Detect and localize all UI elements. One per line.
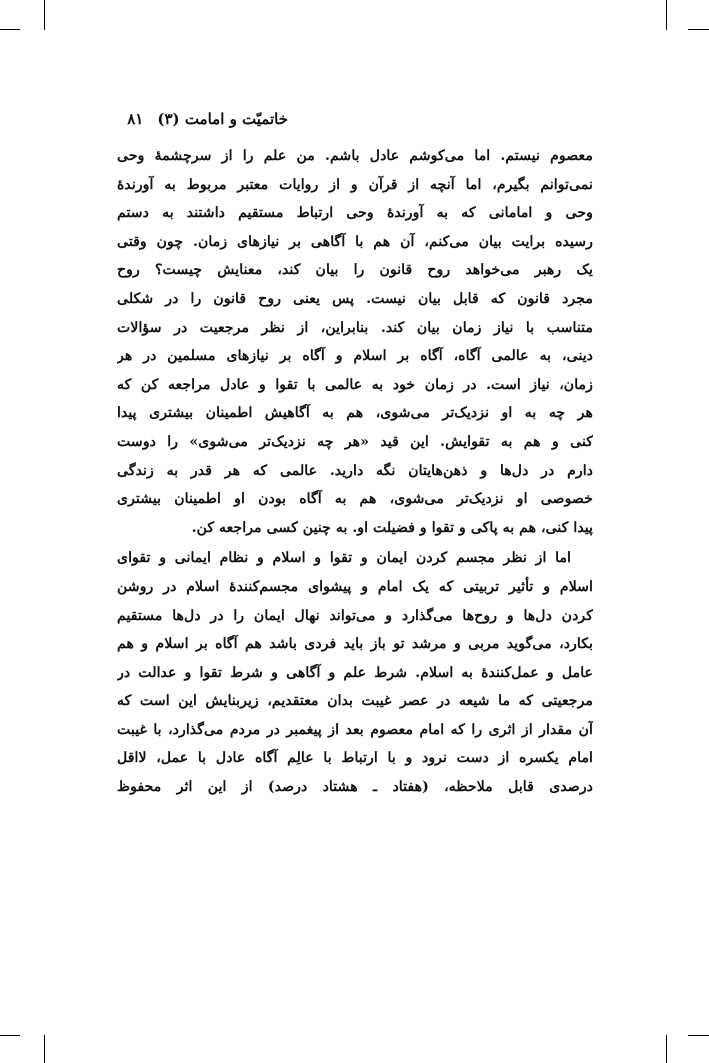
text-line: عامل و عمل‌کنندهٔ به اسلام. شرط علم و آگاهی و شرط تقوا و عدالت در — [117, 664, 593, 681]
text-line: متناسب با نیاز زمان بیان کند. بنابراین، از نظر مرجعیت در سؤالات — [117, 319, 593, 336]
text-line: دارم در دل‌ها و ذهن‌هایتان نگه دارید. عالمی که هر قدر به زندگی — [117, 462, 593, 479]
crop-mark-bottom-right — [666, 1035, 667, 1063]
text-line: اما از نظر مجسم کردن ایمان و تقوا و اسلام و نظام ایمانی و تقوای — [117, 550, 571, 567]
crop-mark-top-left — [44, 0, 45, 30]
text-line: امام یکسره از دست نرود و با ارتباط با عالِم آگاه عادل با عمل، لااقل — [117, 750, 593, 767]
text-line: یک رهبر می‌خواهد روح قانون را بیان کند، معنایش چیست؟ روح — [117, 262, 593, 279]
text-line: رسیده برایت بیان می‌کنم، آن هم با آگاهی بر نیازهای زمان. چون وقتی — [117, 233, 593, 250]
text-line: وحی و امامانی که به آورندهٔ وحی ارتباط مستقیم داشتند به دستم — [117, 205, 593, 222]
text-line: نمی‌توانم بگیرم، اما آنچه از قرآن و از روایات معتبر مربوط به آورندهٔ — [117, 176, 593, 193]
crop-mark-bottom-left — [44, 1035, 45, 1063]
text-line: معصوم نیستم. اما می‌کوشم عادل باشم. من علم را از سرچشمهٔ وحی — [117, 148, 593, 164]
running-title: خاتمیّت و امامت (۳) — [157, 110, 288, 128]
text-line: بکارد، می‌گوید مربی و مرشد تو باز باید فردی باشد هم آگاه بر اسلام و هم — [117, 636, 593, 653]
crop-mark-top-right-h — [688, 29, 709, 30]
text-line: زمان، نیاز است. در زمان خود به عالمی با تقوا و عادل مراجعه کن که — [117, 376, 593, 393]
text-line: خصوصی او نزدیک‌تر می‌شوی، هم به آگاه بودن او اطمینان بیشتری — [117, 491, 593, 508]
text-line: کنی و هم به تقوایش. این قید «هر چه نزدیک‌تر می‌شوی» را دوست — [117, 433, 593, 450]
paragraph — [117, 544, 593, 801]
text-line: پیدا کنی، هم به پاکی و تقوا و فضیلت او. به چنین کسی مراجعه کن. — [191, 519, 593, 536]
crop-mark-bottom-left-h — [0, 1035, 20, 1036]
running-header — [120, 104, 288, 134]
text-line: کردن دل‌ها و روح‌ها می‌گذارد و می‌تواند نهال ایمان را در دل‌ها مستقیم — [117, 607, 593, 624]
crop-mark-bottom-right-h — [688, 1035, 709, 1036]
paragraph — [117, 142, 593, 542]
crop-mark-top-right — [666, 0, 667, 30]
text-line: درصدی قابل ملاحظه، (هفتاد ـ هشتاد درصد) از این اثر محفوظ — [117, 779, 593, 796]
text-line: مرجعیتی که ما شیعه در عصر غیبت بدان معتقدیم، زیربنایش این است که — [117, 693, 593, 710]
body-text — [117, 142, 593, 802]
text-line: مجرد قانون که قابل بیان نیست. پس یعنی روح قانون را در شکلی — [117, 290, 593, 307]
text-line: دینی، به عالمی آگاه، آگاه بر اسلام و آگاه بر نیازهای مسلمین در هر — [117, 348, 593, 365]
text-line: اسلام و تأثیر تربیتی که یک امام و پیشوای مجسم‌کنندهٔ اسلام در روشن — [117, 578, 593, 595]
page-number: ۸۱ — [127, 110, 144, 128]
text-line: آن مقدار از اثری را که امام معصوم بعد از پیغمبر در مردم می‌گذارد، با غیبت — [117, 721, 593, 738]
text-line: هر چه به او نزدیک‌تر می‌شوی، هم به آگاهیش اطمینان بیشتری پیدا — [117, 405, 593, 422]
crop-mark-top-left-h — [0, 29, 20, 30]
